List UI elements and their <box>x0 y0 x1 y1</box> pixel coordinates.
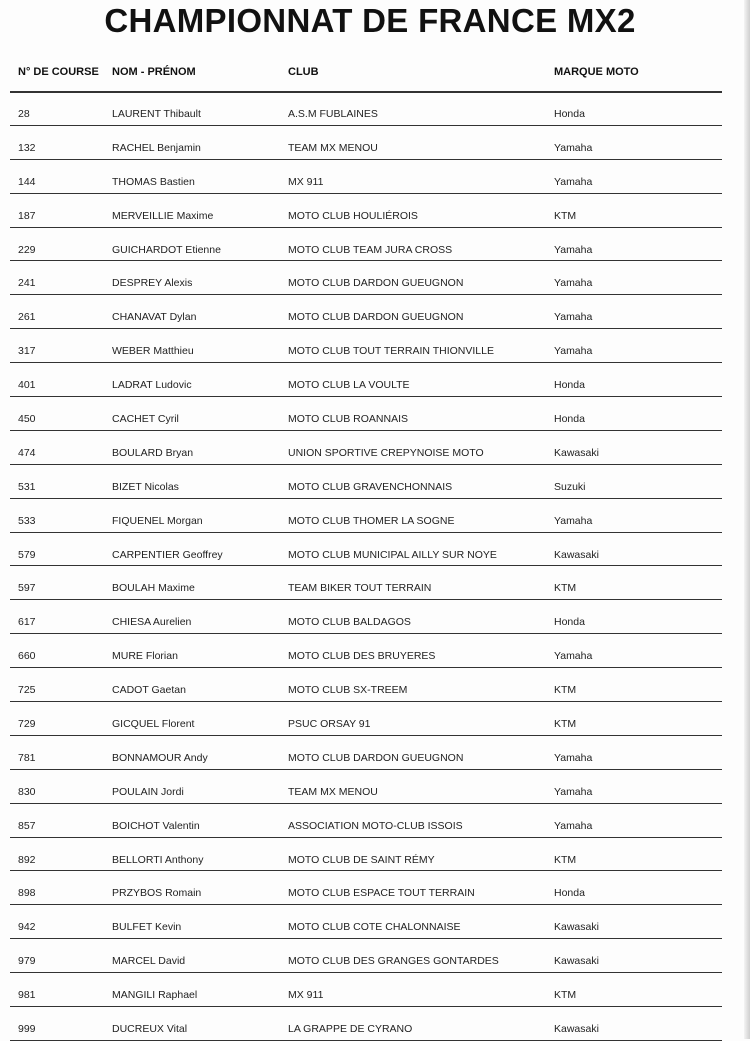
race-number-cell: 981 <box>18 989 36 1002</box>
table-row <box>0 1007 750 1041</box>
brand-cell: Honda <box>554 616 585 629</box>
table-row <box>0 126 750 160</box>
club-cell: TEAM BIKER TOUT TERRAIN <box>288 582 432 595</box>
name-cell: MERVEILLIE Maxime <box>112 209 214 222</box>
name-cell: POULAIN Jordi <box>112 785 184 798</box>
name-cell: CADOT Gaetan <box>112 684 186 697</box>
brand-cell: Yamaha <box>554 751 593 764</box>
table-row <box>0 363 750 397</box>
table-row <box>0 668 750 702</box>
name-cell: BOULAH Maxime <box>112 582 195 595</box>
race-number-cell: 450 <box>18 413 36 426</box>
brand-cell: Honda <box>554 413 585 426</box>
name-cell: MANGILI Raphael <box>112 989 198 1002</box>
club-cell: LA GRAPPE DE CYRANO <box>288 1023 413 1036</box>
race-number-cell: 617 <box>18 616 36 629</box>
table-row <box>0 261 750 295</box>
club-cell: TEAM MX MENOU <box>288 141 378 154</box>
club-cell: PSUC ORSAY 91 <box>288 718 371 731</box>
brand-cell: KTM <box>554 582 577 595</box>
table-row <box>0 397 750 431</box>
race-number-cell: 401 <box>18 379 36 392</box>
brand-cell: Yamaha <box>554 311 593 324</box>
club-cell: MOTO CLUB ROANNAIS <box>288 413 408 426</box>
table-header <box>0 66 750 86</box>
table-row <box>0 634 750 668</box>
race-number-cell: 261 <box>18 311 36 324</box>
race-number-cell: 781 <box>18 751 36 764</box>
club-cell: MOTO CLUB DE SAINT RÉMY <box>288 853 435 866</box>
race-number-cell: 241 <box>18 277 36 290</box>
race-number-cell: 533 <box>18 514 36 527</box>
name-cell: WEBER Matthieu <box>112 345 194 358</box>
table-row <box>0 804 750 838</box>
name-cell: BOULARD Bryan <box>112 446 194 459</box>
table-row <box>0 939 750 973</box>
header-brand: MARQUE MOTO <box>554 66 639 78</box>
name-cell: LAURENT Thibault <box>112 108 201 120</box>
race-number-cell: 660 <box>18 650 36 663</box>
club-cell: MOTO CLUB COTE CHALONNAISE <box>288 921 461 934</box>
club-cell: MOTO CLUB HOULIÉROIS <box>288 209 418 222</box>
table-row <box>0 329 750 363</box>
race-number-cell: 579 <box>18 548 36 561</box>
table-row <box>0 770 750 804</box>
brand-cell: Yamaha <box>554 277 593 290</box>
name-cell: MARCEL David <box>112 955 186 968</box>
page-title: CHAMPIONNAT DE FRANCE MX2 <box>104 2 636 39</box>
table-row <box>0 736 750 770</box>
name-cell: GUICHARDOT Etienne <box>112 243 221 256</box>
club-cell: UNION SPORTIVE CREPYNOISE MOTO <box>288 446 484 459</box>
name-cell: DESPREY Alexis <box>112 277 193 290</box>
rider-table <box>0 92 750 1041</box>
name-cell: CHANAVAT Dylan <box>112 311 197 324</box>
race-number-cell: 474 <box>18 446 36 459</box>
name-cell: THOMAS Bastien <box>112 175 195 188</box>
header-name: NOM - PRÉNOM <box>112 66 196 78</box>
table-row <box>0 973 750 1007</box>
brand-cell: KTM <box>554 209 577 222</box>
table-row <box>0 92 750 126</box>
race-number-cell: 892 <box>18 853 36 866</box>
brand-cell: KTM <box>554 718 577 731</box>
name-cell: FIQUENEL Morgan <box>112 514 203 527</box>
brand-cell: Suzuki <box>554 480 586 493</box>
table-row <box>0 194 750 228</box>
race-number-cell: 725 <box>18 684 36 697</box>
brand-cell: KTM <box>554 989 577 1002</box>
name-cell: BULFET Kevin <box>112 921 182 934</box>
brand-cell: Kawasaki <box>554 548 599 561</box>
table-row <box>0 228 750 262</box>
table-row <box>0 905 750 939</box>
club-cell: MOTO CLUB DES GRANGES GONTARDES <box>288 955 499 968</box>
race-number-cell: 729 <box>18 718 36 731</box>
table-row <box>0 871 750 905</box>
club-cell: MOTO CLUB ESPACE TOUT TERRAIN <box>288 887 475 900</box>
brand-cell: Honda <box>554 108 585 120</box>
club-cell: ASSOCIATION MOTO-CLUB ISSOIS <box>288 819 463 832</box>
race-number-cell: 28 <box>18 108 30 120</box>
brand-cell: Yamaha <box>554 514 593 527</box>
club-cell: TEAM MX MENOU <box>288 785 378 798</box>
page-edge-shadow <box>744 0 750 1039</box>
brand-cell: Kawasaki <box>554 921 599 934</box>
club-cell: MOTO CLUB TEAM JURA CROSS <box>288 243 453 256</box>
table-row <box>0 533 750 567</box>
brand-cell: Honda <box>554 887 585 900</box>
club-cell: MOTO CLUB GRAVENCHONNAIS <box>288 480 453 493</box>
table-row <box>0 702 750 736</box>
brand-cell: Kawasaki <box>554 955 599 968</box>
brand-cell: Honda <box>554 379 585 392</box>
header-race-number: N° DE COURSE <box>18 66 99 78</box>
name-cell: BOICHOT Valentin <box>112 819 200 832</box>
race-number-cell: 979 <box>18 955 36 968</box>
name-cell: RACHEL Benjamin <box>112 141 201 154</box>
brand-cell: Yamaha <box>554 785 593 798</box>
race-number-cell: 132 <box>18 141 36 154</box>
brand-cell: Kawasaki <box>554 446 599 459</box>
table-row <box>0 160 750 194</box>
club-cell: MOTO CLUB DES BRUYERES <box>288 650 436 663</box>
race-number-cell: 531 <box>18 480 36 493</box>
brand-cell: KTM <box>554 853 577 866</box>
brand-cell: Yamaha <box>554 345 593 358</box>
club-cell: MOTO CLUB DARDON GUEUGNON <box>288 751 464 764</box>
race-number-cell: 999 <box>18 1023 36 1036</box>
name-cell: BONNAMOUR Andy <box>112 751 208 764</box>
race-number-cell: 942 <box>18 921 36 934</box>
table-row <box>0 431 750 465</box>
name-cell: MURE Florian <box>112 650 178 663</box>
brand-cell: Yamaha <box>554 175 593 188</box>
club-cell: MOTO CLUB LA VOULTE <box>288 379 410 392</box>
club-cell: MOTO CLUB DARDON GUEUGNON <box>288 311 464 324</box>
race-number-cell: 317 <box>18 345 36 358</box>
club-cell: MX 911 <box>288 989 324 1002</box>
club-cell: MOTO CLUB TOUT TERRAIN THIONVILLE <box>288 345 494 358</box>
name-cell: DUCREUX Vital <box>112 1023 188 1036</box>
name-cell: CHIESA Aurelien <box>112 616 192 629</box>
race-number-cell: 229 <box>18 243 36 256</box>
name-cell: LADRAT Ludovic <box>112 379 192 392</box>
header-club: CLUB <box>288 66 319 78</box>
name-cell: PRZYBOS Romain <box>112 887 202 900</box>
club-cell: MOTO CLUB THOMER LA SOGNE <box>288 514 455 527</box>
race-number-cell: 144 <box>18 175 36 188</box>
club-cell: MOTO CLUB DARDON GUEUGNON <box>288 277 464 290</box>
club-cell: MOTO CLUB BALDAGOS <box>288 616 411 629</box>
table-row <box>0 838 750 872</box>
name-cell: CACHET Cyril <box>112 413 179 426</box>
name-cell: GICQUEL Florent <box>112 718 195 731</box>
club-cell: A.S.M FUBLAINES <box>288 108 378 120</box>
table-row <box>0 566 750 600</box>
brand-cell: Kawasaki <box>554 1023 599 1036</box>
club-cell: MOTO CLUB MUNICIPAL AILLY SUR NOYE <box>288 548 497 561</box>
brand-cell: Yamaha <box>554 819 593 832</box>
race-number-cell: 857 <box>18 819 36 832</box>
name-cell: BELLORTI Anthony <box>112 853 204 866</box>
brand-cell: Yamaha <box>554 650 593 663</box>
table-row <box>0 465 750 499</box>
club-cell: MOTO CLUB SX-TREEM <box>288 684 408 697</box>
race-number-cell: 187 <box>18 209 36 222</box>
brand-cell: Yamaha <box>554 243 593 256</box>
table-row <box>0 499 750 533</box>
name-cell: CARPENTIER Geoffrey <box>112 548 223 561</box>
club-cell: MX 911 <box>288 175 324 188</box>
race-number-cell: 830 <box>18 785 36 798</box>
brand-cell: Yamaha <box>554 141 593 154</box>
race-number-cell: 898 <box>18 887 36 900</box>
table-row <box>0 295 750 329</box>
brand-cell: KTM <box>554 684 577 697</box>
table-row <box>0 600 750 634</box>
race-number-cell: 597 <box>18 582 36 595</box>
name-cell: BIZET Nicolas <box>112 480 179 493</box>
